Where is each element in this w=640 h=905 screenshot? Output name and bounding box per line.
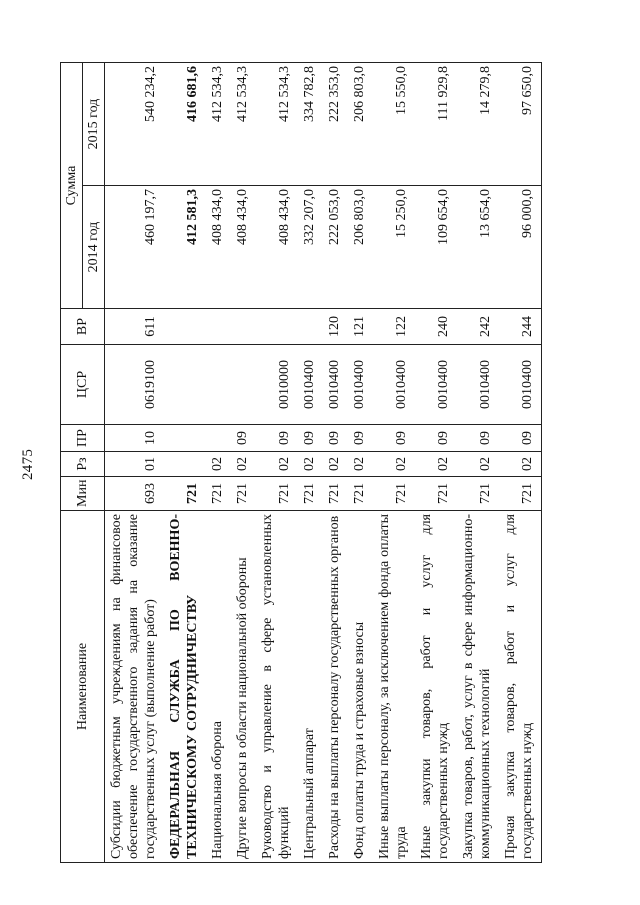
row-name: Национальная оборона [206,511,231,863]
row-csr: 0010400 [415,345,457,425]
header-pr: ПР [61,425,105,452]
table-row [373,63,415,863]
row-name: Иные выплаты персоналу, за исключением фонда оплаты труда [373,511,415,863]
row-vr: 121 [348,309,373,345]
table-row [231,63,256,863]
row-sum-2014: 15 250,0 [373,186,415,309]
row-rz: 02 [373,452,415,477]
table-row [206,63,231,863]
row-min: 721 [231,477,256,511]
table-row [415,63,457,863]
row-name: Расходы на выплаты персоналу государственных органов [323,511,348,863]
row-min: 721 [373,477,415,511]
row-min: 721 [323,477,348,511]
table-row [105,63,165,863]
row-vr [206,309,231,345]
table-body [105,63,542,863]
row-csr: 0010400 [499,345,542,425]
header-year-2015: 2015 год [83,63,105,186]
row-sum-2014: 96 000,0 [499,186,542,309]
row-name: Закупка товаров, работ, услуг в сфере информационно-коммуникационных технологий [457,511,499,863]
header-csr: ЦСР [61,345,105,425]
table-row [298,63,323,863]
header-sum: Сумма [61,63,83,309]
row-min: 721 [256,477,298,511]
row-name: Другие вопросы в области национальной обороны [231,511,256,863]
row-rz: 02 [415,452,457,477]
row-vr: 120 [323,309,348,345]
row-rz [164,452,206,477]
row-name: ФЕДЕРАЛЬНАЯ СЛУЖБА ПО ВОЕННО-ТЕХНИЧЕСКОМУ СОТРУДНИЧЕСТВУ [164,511,206,863]
row-vr [164,309,206,345]
row-pr: 10 [105,425,165,452]
row-sum-2015: 111 929,8 [415,63,457,186]
table-row [348,63,373,863]
row-vr: 242 [457,309,499,345]
row-sum-2015: 416 681,6 [164,63,206,186]
row-pr: 09 [323,425,348,452]
row-sum-2014: 332 207,0 [298,186,323,309]
table-row [323,63,348,863]
row-name: Руководство и управление в сфере установленных функций [256,511,298,863]
row-csr: 0010000 [256,345,298,425]
row-sum-2015: 206 803,0 [348,63,373,186]
row-pr [206,425,231,452]
row-csr [206,345,231,425]
row-rz: 02 [256,452,298,477]
row-name: Прочая закупка товаров, работ и услуг для государственных нужд [499,511,542,863]
row-sum-2014: 460 197,7 [105,186,165,309]
table-row [499,63,542,863]
row-pr [164,425,206,452]
row-vr: 122 [373,309,415,345]
row-pr: 09 [373,425,415,452]
row-pr: 09 [457,425,499,452]
row-sum-2014: 408 434,0 [231,186,256,309]
row-csr: 0010400 [323,345,348,425]
table-row [164,63,206,863]
row-rz: 02 [348,452,373,477]
row-sum-2014: 408 434,0 [256,186,298,309]
row-sum-2015: 14 279,8 [457,63,499,186]
row-pr: 09 [499,425,542,452]
row-sum-2015: 334 782,8 [298,63,323,186]
row-rz: 02 [323,452,348,477]
header-min: Мин [61,477,105,511]
row-min: 721 [348,477,373,511]
row-csr: 0010400 [298,345,323,425]
row-min: 721 [206,477,231,511]
row-vr: 611 [105,309,165,345]
header-vr: ВР [61,309,105,345]
row-sum-2014: 206 803,0 [348,186,373,309]
table-row [457,63,499,863]
row-csr: 0010400 [457,345,499,425]
row-min: 721 [499,477,542,511]
row-sum-2014: 412 581,3 [164,186,206,309]
row-min: 721 [298,477,323,511]
budget-table [60,62,542,863]
row-sum-2015: 15 550,0 [373,63,415,186]
row-min: 721 [164,477,206,511]
row-pr: 09 [298,425,323,452]
row-pr: 09 [415,425,457,452]
row-vr [298,309,323,345]
row-vr [256,309,298,345]
row-sum-2015: 412 534,3 [206,63,231,186]
row-sum-2015: 540 234,2 [105,63,165,186]
row-csr [231,345,256,425]
row-rz: 02 [206,452,231,477]
header-rz: Рз [61,452,105,477]
header-year-2014: 2014 год [83,186,105,309]
row-rz: 02 [499,452,542,477]
row-csr [164,345,206,425]
row-vr [231,309,256,345]
row-sum-2015: 222 353,0 [323,63,348,186]
row-name: Иные закупки товаров, работ и услуг для государственных нужд [415,511,457,863]
table-row [256,63,298,863]
row-vr: 244 [499,309,542,345]
row-csr: 0619100 [105,345,165,425]
row-rz: 02 [298,452,323,477]
row-pr: 09 [256,425,298,452]
row-sum-2014: 222 053,0 [323,186,348,309]
header-name: Наименование [61,511,105,863]
row-name: Центральный аппарат [298,511,323,863]
row-sum-2014: 408 434,0 [206,186,231,309]
row-csr: 0010400 [348,345,373,425]
row-rz: 01 [105,452,165,477]
row-min: 721 [415,477,457,511]
row-name: Субсидии бюджетным учреждениям на финансовое обеспечение государственного задания на оказание государственных услуг (выполнение работ) [105,511,165,863]
row-pr: 09 [231,425,256,452]
row-min: 721 [457,477,499,511]
row-csr: 0010400 [373,345,415,425]
row-name: Фонд оплаты труда и страховые взносы [348,511,373,863]
row-rz: 02 [231,452,256,477]
row-min: 693 [105,477,165,511]
row-vr: 240 [415,309,457,345]
row-sum-2015: 412 534,3 [256,63,298,186]
row-sum-2015: 412 534,3 [231,63,256,186]
row-sum-2014: 13 654,0 [457,186,499,309]
row-sum-2014: 109 654,0 [415,186,457,309]
row-sum-2015: 97 650,0 [499,63,542,186]
row-pr: 09 [348,425,373,452]
row-rz: 02 [457,452,499,477]
page-number: 2475 [20,448,36,480]
